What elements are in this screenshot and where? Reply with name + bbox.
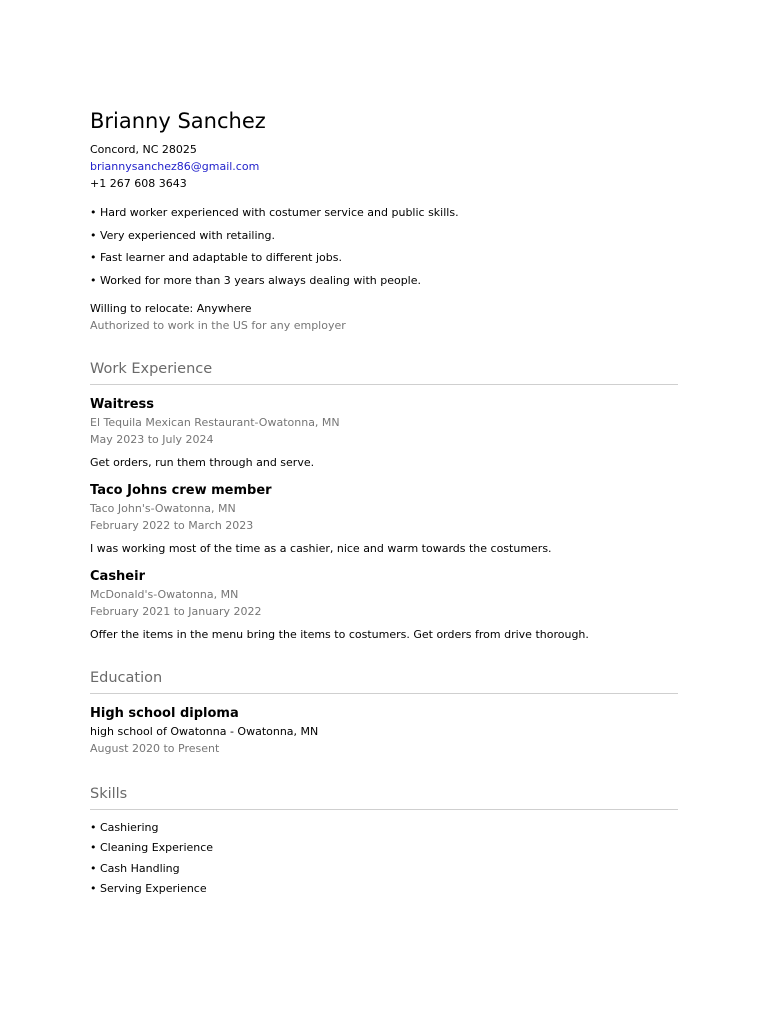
education-section bbox=[90, 669, 678, 757]
education-dates: August 2020 to Present bbox=[90, 741, 220, 755]
job-dates: February 2021 to January 2022 bbox=[90, 604, 262, 618]
job-entry bbox=[90, 396, 678, 471]
summary-item: • Hard worker experienced with costumer service and public skills. bbox=[90, 206, 459, 219]
skill-item: • Cashiering bbox=[90, 820, 159, 834]
job-company: McDonald's-Owatonna, MN bbox=[90, 587, 239, 601]
section-heading-work: Work Experience bbox=[90, 360, 678, 385]
school-name: high school of Owatonna - Owatonna, MN bbox=[90, 724, 319, 738]
work-experience-section bbox=[90, 360, 678, 643]
job-title: Casheir bbox=[90, 568, 145, 584]
job-dates: May 2023 to July 2024 bbox=[90, 432, 214, 446]
phone: +1 267 608 3643 bbox=[90, 177, 187, 190]
skill-item: • Cleaning Experience bbox=[90, 841, 214, 854]
summary-item: • Worked for more than 3 years always dealing with people. bbox=[90, 273, 422, 287]
job-description: Get orders, run them through and serve. bbox=[90, 455, 315, 469]
email-link[interactable]: briannysanchez86@gmail.com bbox=[90, 160, 260, 173]
job-entry bbox=[90, 482, 678, 557]
location: Concord, NC 28025 bbox=[90, 143, 197, 156]
skills-list bbox=[90, 818, 678, 900]
job-description: I was working most of the time as a cashier, nice and warm towards the costumers. bbox=[90, 541, 552, 555]
degree-title: High school diploma bbox=[90, 705, 239, 721]
job-dates: February 2022 to March 2023 bbox=[90, 518, 254, 532]
work-authorization: Authorized to work in the US for any employer bbox=[90, 318, 346, 332]
skills-section bbox=[90, 785, 678, 900]
resume-header bbox=[90, 108, 678, 192]
relocation-willing: Willing to relocate: Anywhere bbox=[90, 301, 252, 315]
job-title: Waitress bbox=[90, 396, 155, 412]
candidate-name: Brianny Sanchez bbox=[90, 109, 266, 133]
job-company: El Tequila Mexican Restaurant-Owatonna, MN bbox=[90, 415, 340, 429]
summary-list bbox=[90, 204, 678, 289]
skill-item: • Serving Experience bbox=[90, 882, 207, 895]
job-title: Taco Johns crew member bbox=[90, 482, 272, 498]
job-entry bbox=[90, 568, 678, 643]
job-description: Offer the items in the menu bring the items to costumers. Get orders from drive thorough. bbox=[90, 627, 589, 641]
section-heading-skills: Skills bbox=[90, 785, 678, 810]
relocation-info bbox=[90, 300, 678, 334]
job-company: Taco John's-Owatonna, MN bbox=[90, 501, 236, 515]
education-entry bbox=[90, 705, 678, 757]
section-heading-education: Education bbox=[90, 669, 678, 694]
summary-item: • Very experienced with retailing. bbox=[90, 228, 275, 242]
summary-item: • Fast learner and adaptable to different jobs. bbox=[90, 251, 342, 264]
skill-item: • Cash Handling bbox=[90, 861, 180, 875]
